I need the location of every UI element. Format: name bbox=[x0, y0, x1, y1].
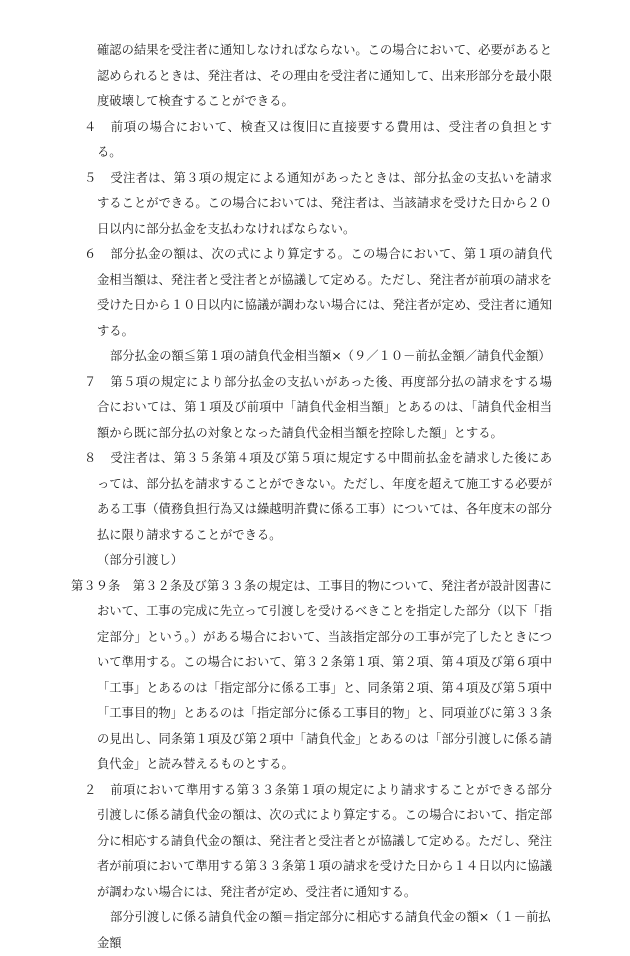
article-39 bbox=[71, 574, 552, 778]
clause-text: 部分払金の額は、次の式により算定する。この場合において、第１項の請負代金相当額は、発注者と受注者とが協議して定める。ただし、発注者が前項の請求を受けた日から１０日以内に協議が調わない場合には、発注者が定め、受注者に通知する。 bbox=[97, 247, 552, 338]
formula-text: 部分引渡しに係る請負代金の額＝指定部分に相応する請負代金の額×（１－前払金額 bbox=[97, 910, 551, 950]
article-number: 第３９条 bbox=[71, 578, 121, 593]
clause-text: 前項において準用する第３３条第１項の規定により請求することができる部分引渡しに係る請負代金の額は、次の式により算定する。この場合において、指定部分に相応する請負代金の額は、発注者と受注者とが協議して定める。ただし、発注者が前項において準用する第３３条第１項の請求を受けた日から１４日以内に協議が調わない場合には、発注者が定め、受注者に通知する。 bbox=[97, 782, 552, 899]
clause-8 bbox=[84, 446, 552, 548]
formula-text: 部分払金の額≦第１項の請負代金相当額×（９／１０－前払金額／請負代金額） bbox=[110, 349, 551, 363]
clause-text: 第５項の規定により部分払金の支払いがあった後、再度部分払の請求をする場合においては、第１項及び前項中「請負代金相当額」とあるのは、「請負代金相当額から既に部分払の対象となった請負代金相当額を控除した額」とする。 bbox=[97, 374, 552, 440]
clause-6 bbox=[84, 242, 552, 344]
document-page bbox=[71, 38, 552, 956]
clause-number: ５ bbox=[84, 170, 97, 185]
clause-text: 受注者は、第３項の規定による通知があったときは、部分払金の支払いを請求することができる。この場合においては、発注者は、当該請求を受けた日から２０日以内に部分払金を支払わなければならない。 bbox=[97, 170, 552, 236]
formula-partial-delivery bbox=[84, 905, 552, 956]
article-text: 第３２条及び第３３条の規定は、工事目的物について、発注者が設計図書において、工事の完成に先立って引渡しを受けるべきことを指定した部分（以下「指定部分」という。）がある場合において、当該指定部分の工事が完了したときについて準用する。この場合において、第３２条第１項、第２項、第４項及び第６項中「工事」とあるのは「指定部分に係る工事」と、同条第２項、第４項及び第５項中「工事目的物」とあるのは「指定部分に係る工事目的物」と、同項並びに第３３条の見出し、同条第１項及び第２項中「請負代金」とあるのは「部分引渡しに係る請負代金」と読み替えるものとする。 bbox=[97, 578, 552, 771]
paragraph-text: 確認の結果を受注者に通知しなければならない。この場合において、必要があると認められるときは、発注者は、その理由を受注者に通知して、出来形部分を最小限度破壊して検査することができる。 bbox=[97, 43, 552, 108]
clause-text: 受注者は、第３５条第４項及び第５項に規定する中間前払金を請求した後にあっては、部分払を請求することができない。ただし、年度を超えて施工する必要がある工事（債務負担行為又は繰越明許費に係る工事）については、各年度末の部分払に限り請求することができる。 bbox=[97, 451, 552, 542]
clause-2 bbox=[84, 778, 552, 906]
clause-number: ６ bbox=[84, 247, 97, 261]
heading-text: （部分引渡し） bbox=[97, 553, 184, 567]
clause-number: ８ bbox=[84, 451, 97, 465]
clause-number: ４ bbox=[84, 119, 97, 134]
clause-number: ２ bbox=[84, 782, 97, 797]
clause-text: 前項の場合において、検査又は復旧に直接要する費用は、受注者の負担とする。 bbox=[97, 119, 552, 159]
formula-partial-payment bbox=[84, 344, 552, 370]
clause-number: ７ bbox=[84, 374, 97, 389]
clause-5 bbox=[84, 166, 552, 243]
clause-7 bbox=[84, 370, 552, 447]
article-heading bbox=[84, 548, 552, 574]
paragraph-continuation bbox=[84, 38, 552, 115]
clause-4 bbox=[84, 115, 552, 166]
